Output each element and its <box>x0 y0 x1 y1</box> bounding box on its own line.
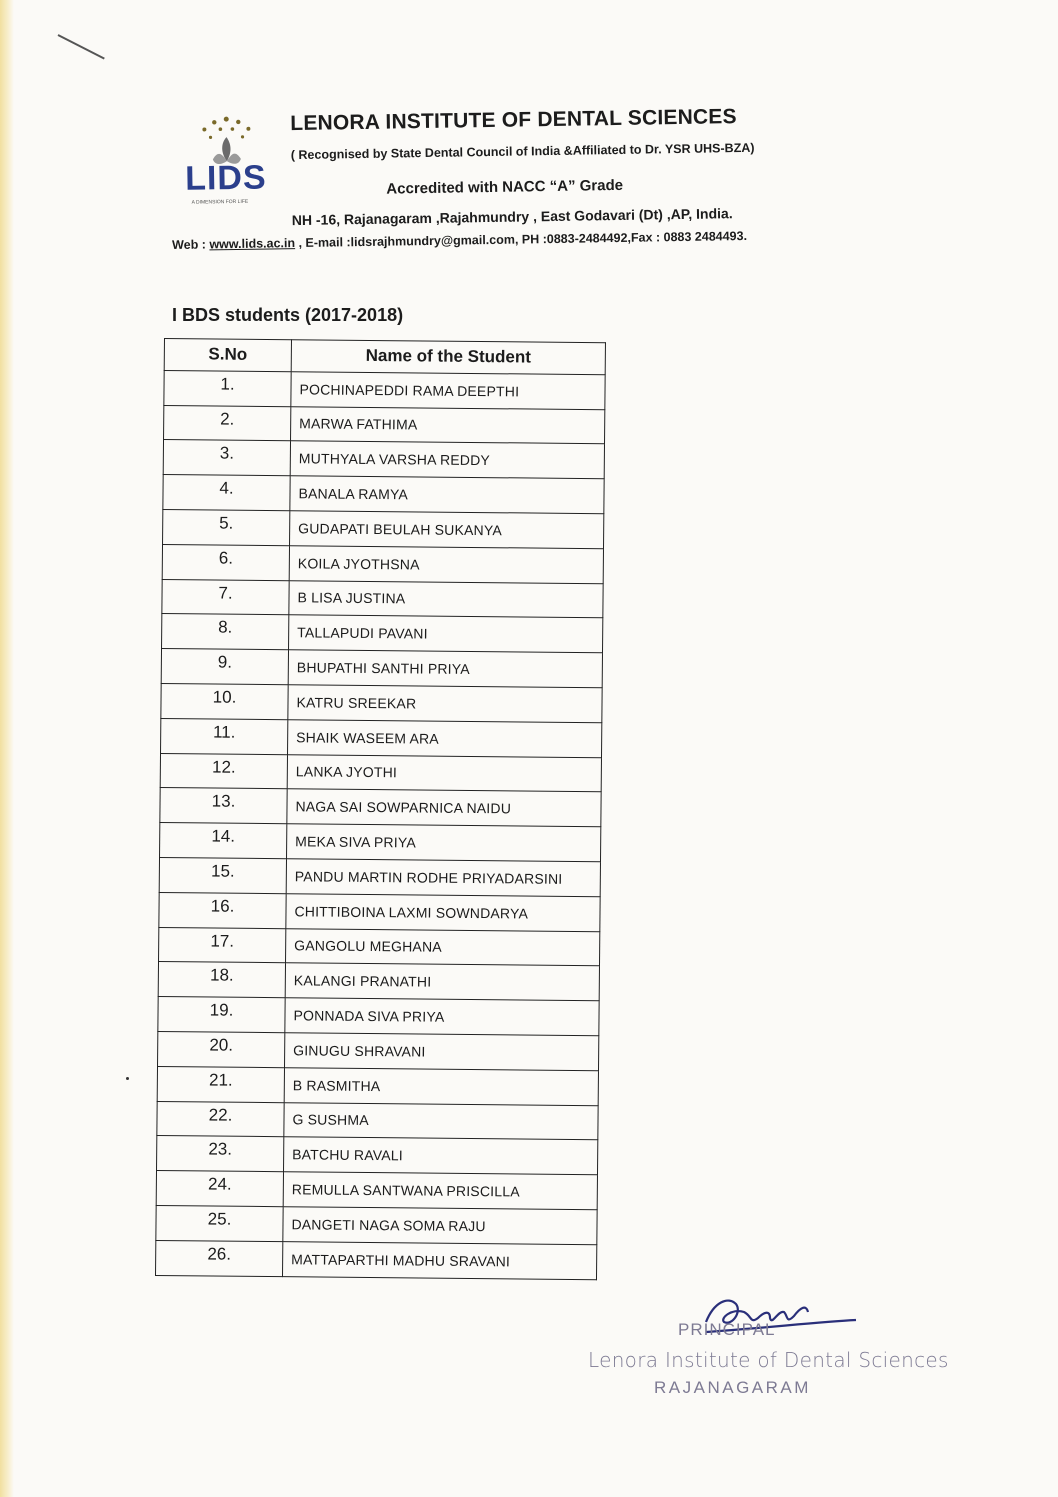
row-student-name: MUTHYALA VARSHA REDDY <box>290 441 604 479</box>
row-student-name: KOILA JYOTHSNA <box>289 545 603 583</box>
recognition-line: ( Recognised by State Dental Council of India &Affiliated to Dr. YSR UHS-BZA) <box>290 140 755 163</box>
table-row <box>164 370 605 409</box>
row-sno: 26. <box>156 1240 283 1276</box>
row-sno: 2. <box>164 405 291 441</box>
ink-dot <box>126 1077 129 1080</box>
table-row <box>159 857 600 896</box>
row-sno: 7. <box>162 579 289 615</box>
row-sno: 23. <box>157 1136 284 1172</box>
table-row <box>162 614 603 653</box>
stamp-title: PRINCIPAL <box>678 1320 776 1339</box>
row-sno: 24. <box>156 1171 283 1207</box>
table-row <box>164 405 605 444</box>
web-label: Web : <box>172 237 210 252</box>
letterhead <box>170 93 870 229</box>
table-row <box>156 1171 597 1210</box>
row-sno: 4. <box>163 475 290 511</box>
row-sno: 16. <box>159 892 286 928</box>
row-sno: 12. <box>160 753 287 789</box>
row-student-name: REMULLA SANTWANA PRISCILLA <box>283 1172 597 1210</box>
row-sno: 19. <box>158 997 285 1033</box>
table-row <box>157 1136 598 1175</box>
row-student-name: TALLAPUDI PAVANI <box>289 615 603 653</box>
row-sno: 3. <box>163 440 290 476</box>
table-row <box>162 579 603 618</box>
row-student-name: MARWA FATHIMA <box>291 406 605 444</box>
table-row <box>162 544 603 583</box>
logo-text: LIDS <box>184 158 267 198</box>
table-row <box>156 1205 597 1244</box>
row-student-name: POCHINAPEDDI RAMA DEEPTHI <box>291 372 605 410</box>
row-student-name: GINUGU SHRAVANI <box>285 1033 599 1071</box>
contact-line-wrap <box>172 229 747 252</box>
table-row <box>157 1066 598 1105</box>
row-student-name: SHAIK WASEEM ARA <box>288 719 602 757</box>
row-student-name: DANGETI NAGA SOMA RAJU <box>283 1207 597 1245</box>
table-header-row <box>164 339 605 375</box>
row-student-name: PONNADA SIVA PRIYA <box>285 998 599 1036</box>
table-row <box>159 927 600 966</box>
row-sno: 5. <box>163 509 290 545</box>
table-row <box>158 962 599 1001</box>
row-sno: 13. <box>160 788 287 824</box>
student-table <box>155 338 606 1280</box>
row-student-name: BANALA RAMYA <box>290 476 604 514</box>
accreditation-line: Accredited with NACC “A” Grade <box>386 176 624 198</box>
principal-stamp <box>586 1282 949 1412</box>
table-row <box>157 1101 598 1140</box>
table-row <box>159 892 600 931</box>
pen-mark <box>58 34 105 59</box>
row-student-name: PANDU MARTIN RODHE PRIYADARSINI <box>286 859 600 897</box>
row-student-name: KATRU SREEKAR <box>288 685 602 723</box>
row-student-name: MATTAPARTHI MADHU SRAVANI <box>282 1241 596 1279</box>
row-sno: 1. <box>164 370 291 406</box>
column-header-name: Name of the Student <box>291 340 605 375</box>
table-row <box>163 509 604 548</box>
table-row <box>158 997 599 1036</box>
row-sno: 10. <box>161 683 288 719</box>
row-sno: 18. <box>158 962 285 998</box>
row-student-name: BHUPATHI SANTHI PRIYA <box>288 650 602 688</box>
stamp-institute: Lenora Institute of Dental Sciences <box>588 1348 949 1372</box>
row-sno: 14. <box>160 823 287 859</box>
table-row <box>160 788 601 827</box>
row-student-name: CHITTIBOINA LAXMI SOWNDARYA <box>286 893 600 931</box>
list-title: I BDS students (2017-2018) <box>172 305 404 325</box>
row-student-name: KALANGI PRANATHI <box>285 963 599 1001</box>
row-sno: 15. <box>159 857 286 893</box>
row-sno: 17. <box>159 927 286 963</box>
row-student-name: NAGA SAI SOWPARNICA NAIDU <box>287 789 601 827</box>
website-link[interactable]: www.lids.ac.in <box>209 236 296 252</box>
contact-line <box>172 229 747 252</box>
row-sno: 8. <box>162 614 289 650</box>
table-row <box>163 475 604 514</box>
row-student-name: B RASMITHA <box>284 1067 598 1105</box>
row-sno: 25. <box>156 1205 283 1241</box>
row-student-name: MEKA SIVA PRIYA <box>287 824 601 862</box>
institute-logo <box>176 108 278 220</box>
row-student-name: G SUSHMA <box>284 1102 598 1140</box>
table-body <box>156 370 606 1279</box>
table-row <box>158 1031 599 1070</box>
table-row <box>160 823 601 862</box>
row-sno: 21. <box>157 1066 284 1102</box>
row-student-name: B LISA JUSTINA <box>289 580 603 618</box>
table-row <box>160 753 601 792</box>
table-row <box>161 718 602 757</box>
stamp-place: RAJANAGARAM <box>654 1378 811 1397</box>
page-edge-stain <box>0 0 14 1497</box>
column-header-sno: S.No <box>164 339 291 372</box>
row-student-name: LANKA JYOTHI <box>287 754 601 792</box>
contact-details: , E-mail :lidsrajhmundry@gmail.com, PH :0883-2484492,Fax : 0883 2484493. <box>294 228 748 251</box>
row-sno: 20. <box>158 1031 285 1067</box>
table-row <box>156 1240 597 1279</box>
table-row <box>163 440 604 479</box>
row-student-name: GANGOLU MEGHANA <box>286 928 600 966</box>
student-table-wrap <box>155 338 606 1280</box>
table-row <box>161 683 602 722</box>
address-line: NH -16, Rajanagaram ,Rajahmundry , East Godavari (Dt) ,AP, India. <box>291 205 733 229</box>
row-sno: 6. <box>162 544 289 580</box>
row-sno: 22. <box>157 1101 284 1137</box>
table-row <box>161 649 602 688</box>
row-sno: 11. <box>161 718 288 754</box>
institute-name: LENORA INSTITUTE OF DENTAL SCIENCES <box>290 105 737 136</box>
row-sno: 9. <box>161 649 288 685</box>
row-student-name: GUDAPATI BEULAH SUKANYA <box>290 511 604 549</box>
row-student-name: BATCHU RAVALI <box>284 1137 598 1175</box>
logo-tagline: A DIMENSION FOR LIFE <box>191 198 249 206</box>
